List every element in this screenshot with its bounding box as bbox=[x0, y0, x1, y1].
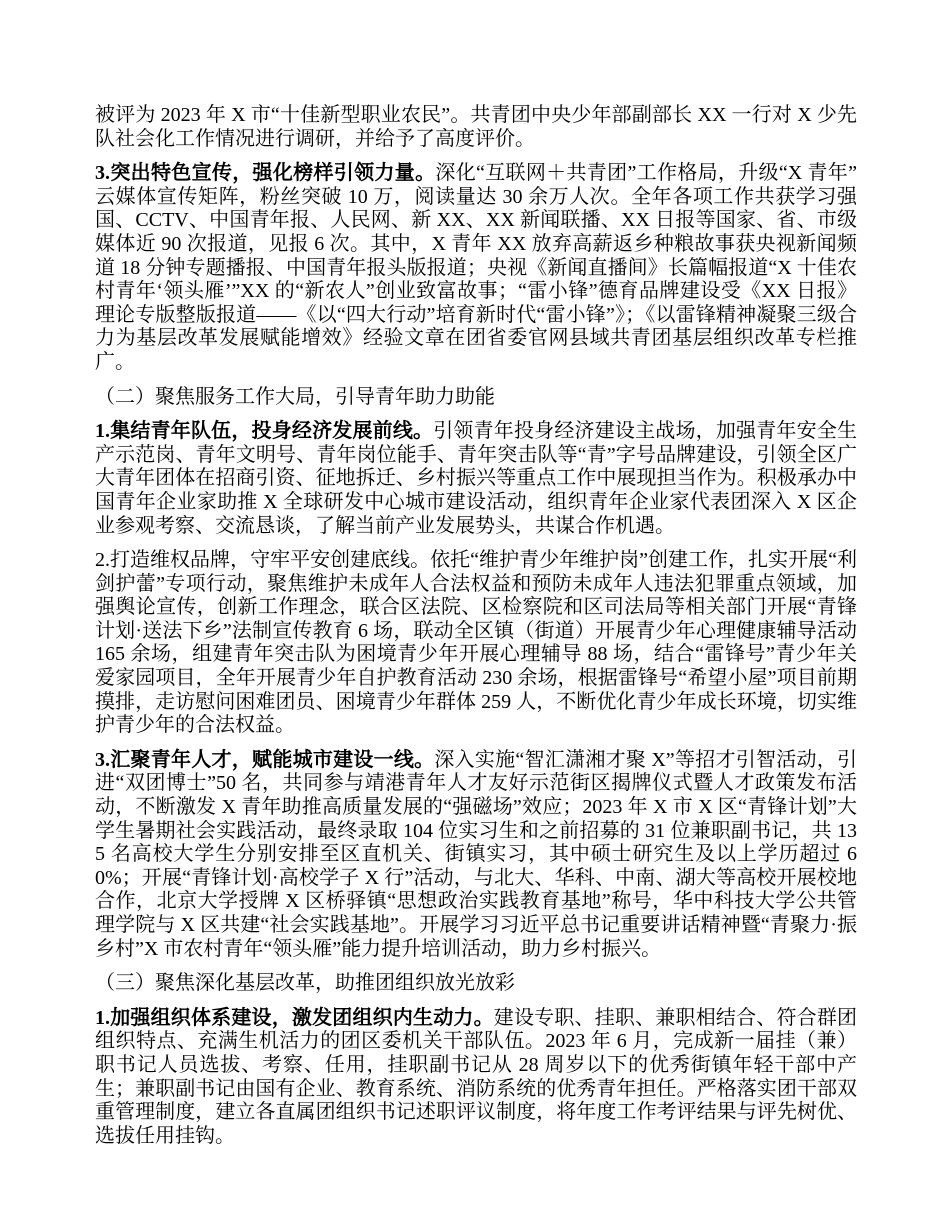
section-heading bbox=[95, 386, 857, 410]
paragraph-lead-bold: 3.汇聚青年人才，赋能城市建设一线。 bbox=[95, 748, 435, 771]
document-blocks bbox=[95, 104, 857, 1148]
paragraph-lead-bold: 3.突出特色宣传，强化榜样引领力量。 bbox=[95, 162, 436, 185]
paragraph bbox=[95, 420, 857, 538]
paragraph bbox=[95, 549, 857, 738]
paragraph-text: （二）聚焦服务工作大局，引导青年助力助能 bbox=[95, 385, 495, 408]
paragraph-text: 建设专职、挂职、兼职相结合、符合群团组织特点、充满生机活力的团区委机关干部队伍。2023 年 6 月，完成新一届挂（兼）职书记人员选拔、考察、任用，挂职副书记从 28 周岁以下的优秀街镇年轻干部中产生；兼职副书记由国有企业、教育系统、消防系统的优秀青年担任。严格落实团干部双重管理制度，建立各直属团组织书记述职评议制度，将年度工作考评结果与评先树优、选拔任用挂钩。 bbox=[95, 1006, 858, 1147]
paragraph-text: 引领青年投身经济建设主战场，加强青年安全生产示范岗、青年文明号、青年岗位能手、青年突击队等“青”字号品牌建设，引领全区广大青年团体在招商引资、征地拆迁、乡村振兴等重点工作中展现担当作为。积极承办中国青年企业家助推 X 全球研发中心城市建设活动，组织青年企业家代表团深入 X 区企业参观考察、交流恳谈，了解当前产业发展势头，共谋合作机遇。 bbox=[95, 420, 858, 537]
paragraph-text: 深化“互联网＋共青团”工作格局，升级“X 青年”云媒体宣传矩阵，粉丝突破 10 万，阅读量达 30 余万人次。全年各项工作共获学习强国、CCTV、中国青年报、人民网、新 XX、XX 新闻联播、XX 日报等国家、省、市级媒体近 90 次报道，见报 6 次。其中，X 青年 XX 放弃高薪返乡种粮故事获央视新闻频道 18 分钟专题播报、中国青年报头版报道；央视《新闻直播间》长篇幅报道“X 十佳农村青年‘领头雁’”XX 的“新农人”创业致富故事；“雷小锋”德育品牌建设受《XX 日报》理论专版整版报道——《以“四大行动”培育新时代“雷小锋”》；《以雷锋精神凝聚三级合力为基层改革发展赋能增效》经验文章在团省委官网县域共青团基层组织改革专栏推广。 bbox=[95, 162, 857, 373]
paragraph bbox=[95, 1007, 857, 1149]
paragraph-text: 深入实施“智汇潇湘才聚 X”等招才引智活动，引进“双团博士”50 名，共同参与靖港青年人才友好示范街区揭牌仪式暨人才政策发布活动，不断激发 X 青年助推高质量发展的“强磁场”效应；2023 年 X 市 X 区“青锋计划”大学生暑期社会实践活动，最终录取 104 位实习生和之前招募的 31 位兼职副书记，共 135 名高校大学生分别安排至区直机关、街镇实习，其中硕士研究生及以上学历超过 60%；开展“青锋计划·高校学子 X 行”活动，与北大、华科、中南、湖大等高校开展校地合作，北京大学授牌 X 区桥驿镇“思想政治实践教育基地”称号，华中科技大学公共管理学院与 X 区共建“社会实践基地”。开展学习习近平总书记重要讲话精神暨“青聚力·振乡村”X 市农村青年“领头雁”能力提升培训活动，助力乡村振兴。 bbox=[95, 748, 858, 960]
paragraph bbox=[95, 104, 857, 151]
paragraph-text: 2.打造维权品牌，守牢平安创建底线。依托“维护青少年维护岗”创建工作，扎实开展“利剑护蕾”专项行动，聚焦维护未成年人合法权益和预防未成年人违法犯罪重点领域，加强舆论宣传，创新工作理念，联合区法院、区检察院和区司法局等相关部门开展“青锋计划·送法下乡”法制宣传教育 6 场，联动全区镇（街道）开展青少年心理健康辅导活动 165 余场，组建青年突击队为困境青少年开展心理辅导 88 场，结合“雷锋号”青少年关爱家园项目，全年开展青少年自护教育活动 230 余场，根据雷锋号“希望小屋”项目前期摸排，走访慰问困难团员、困境青少年群体 259 人，不断优化青少年成长环境，切实维护青少年的合法权益。 bbox=[95, 549, 857, 737]
paragraph-text: （三）聚焦深化基层改革，助推团组织放光放彩 bbox=[95, 972, 515, 995]
paragraph-lead-bold: 1.集结青年队伍，投身经济发展前线。 bbox=[95, 420, 434, 443]
section-heading bbox=[95, 972, 857, 996]
paragraph-text: 被评为 2023 年 X 市“十佳新型职业农民”。共青团中央少年部副部长 XX 一行对 X 少先队社会化工作情况进行调研，并给予了高度评价。 bbox=[95, 104, 857, 150]
paragraph bbox=[95, 749, 857, 961]
paragraph-lead-bold: 1.加强组织体系建设，激发团组织内生动力。 bbox=[95, 1006, 494, 1029]
paragraph bbox=[95, 162, 857, 374]
